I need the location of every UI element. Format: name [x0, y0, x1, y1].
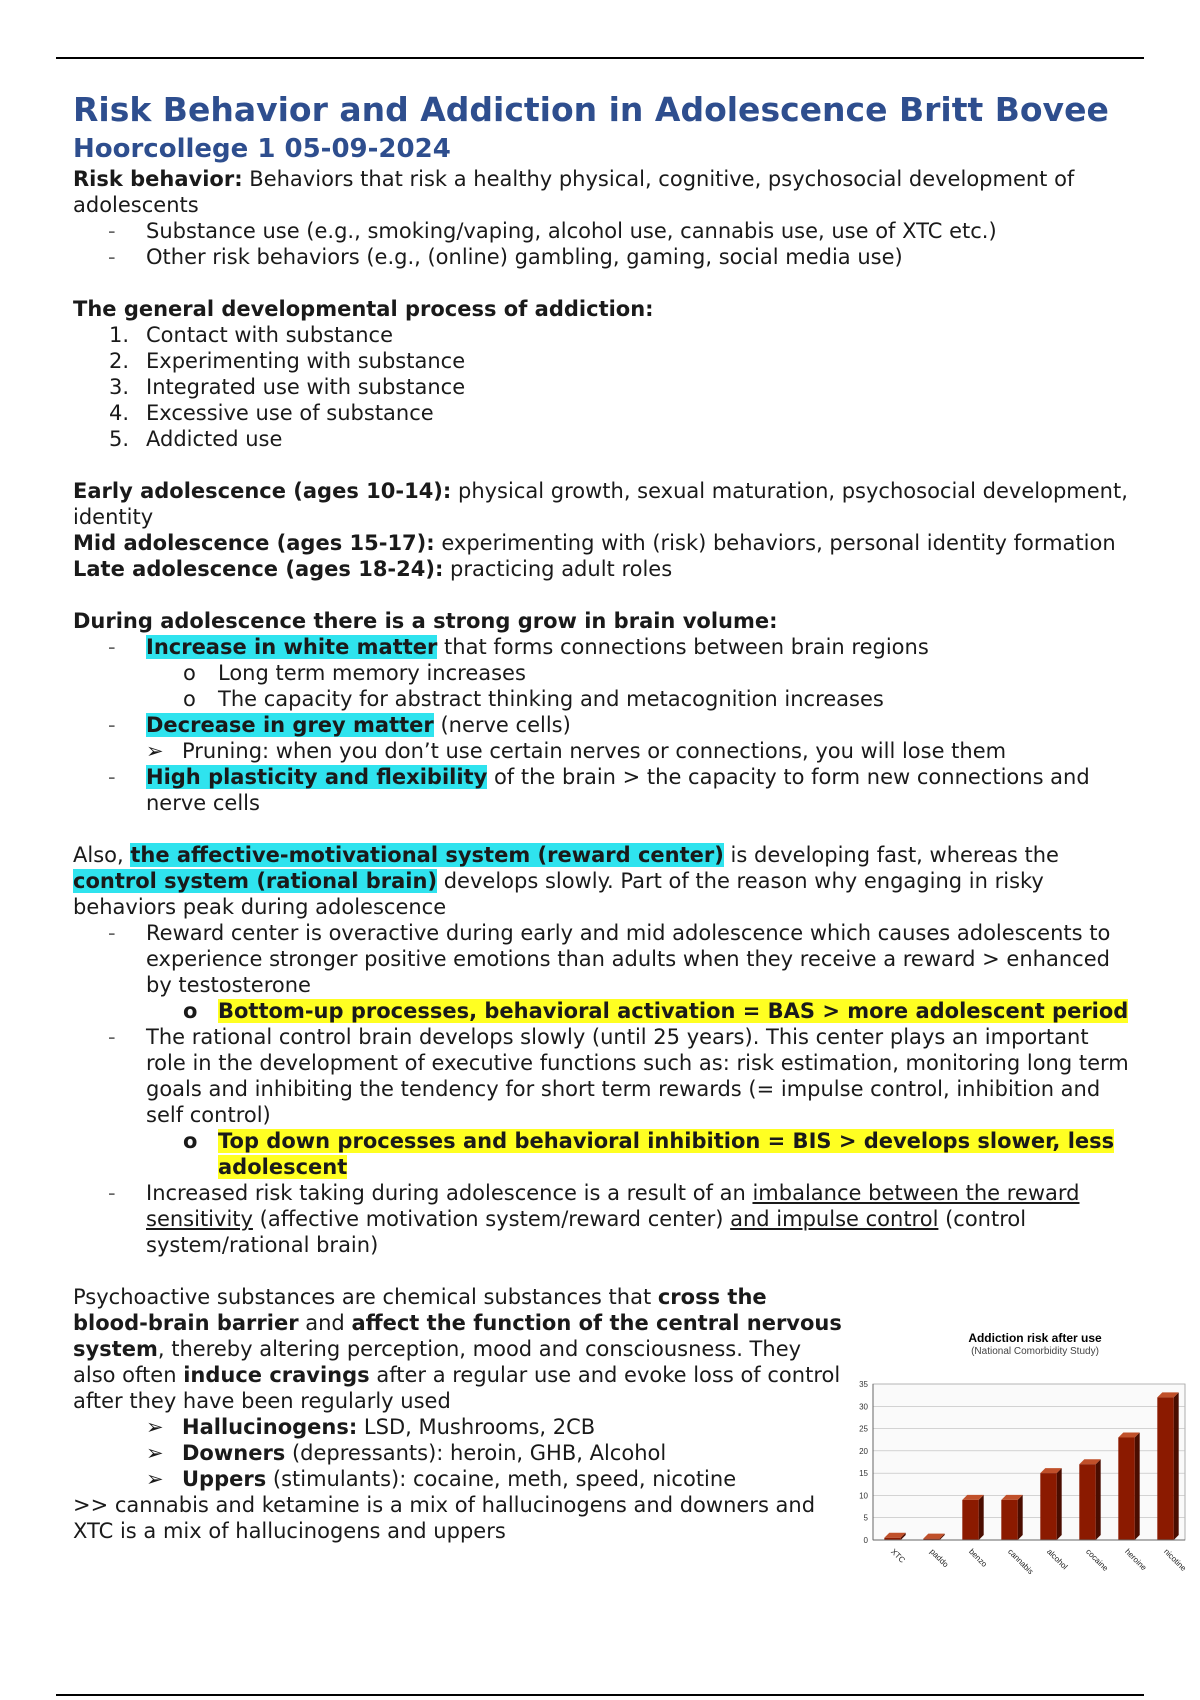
- chart-bar-side: [1018, 1495, 1023, 1540]
- list-item: - The rational control brain develops slowly (until 25 years). This center plays an important role in the development of executive functions such as: risk estimation, monitoring long term goals and inhibiting the tendency for short term rewards (= impulse control, inhibition and self control) o Top down processes and behavioral inhibition = BIS > develops slower, less adolescent: [73, 1024, 1133, 1180]
- list-item: - Increase in white matter that forms connections between brain regions o Long term memory increases o The capacity for abstract thinking and metacognition increases: [73, 634, 1133, 712]
- document-title: Risk Behavior and Addiction in Adolescence Britt Bovee: [73, 90, 1109, 129]
- chart-bar: [962, 1500, 978, 1540]
- chart-bar-side: [979, 1495, 984, 1540]
- mix-note: >> cannabis and ketamine is a mix of hallucinogens and downers and XTC is a mix of hallucinogens and uppers: [73, 1493, 816, 1543]
- list-item: ➢ Uppers (stimulants): cocaine, meth, speed, nicotine: [146, 1467, 737, 1491]
- process-heading: The general developmental process of addiction:: [73, 297, 654, 321]
- top-rule: [56, 57, 1144, 59]
- risk-list: [73, 218, 1133, 270]
- chart-title: Addiction risk after use: [968, 1331, 1102, 1345]
- list-item: ➢ Downers (depressants): heroin, GHB, Alcohol: [146, 1441, 667, 1465]
- addiction-risk-chart: [845, 1330, 1195, 1590]
- psychoactive-definition: Psychoactive substances are chemical substances that cross the blood-brain barrier and affect the function of the central nervous system, thereby altering perception, mood and consciousness. They also often induce cravings after a regular use and evoke loss of control after they have been regularly used: [73, 1285, 842, 1413]
- chart-bar-side: [1096, 1459, 1101, 1540]
- chart-bar: [1001, 1500, 1017, 1540]
- chart-y-tick-label: 25: [859, 1424, 868, 1434]
- chart-x-tick-label: nicotine: [1162, 1547, 1188, 1573]
- list-item: 1. Contact with substance: [109, 323, 394, 347]
- list-item: o Long term memory increases: [183, 661, 526, 685]
- chart-y-tick-label: 30: [859, 1402, 868, 1412]
- list-item: o The capacity for abstract thinking and metacognition increases: [183, 687, 884, 711]
- early-adolescence: Early adolescence (ages 10-14): physical growth, sexual maturation, psychosocial development, identity: [73, 479, 1128, 529]
- chart-bar: [1157, 1397, 1173, 1540]
- chart-bar: [1079, 1464, 1095, 1540]
- list-item: - Increased risk taking during adolescence is a result of an imbalance between the reward sensitivity (affective motivation system/reward center) and impulse control (control system/rational brain): [108, 1181, 1080, 1257]
- list-item: 2. Experimenting with substance: [109, 349, 466, 373]
- list-item: 5. Addicted use: [109, 427, 283, 451]
- chart-x-tick-label: cannabis: [1006, 1547, 1036, 1577]
- chart-x-tick-label: paddo: [928, 1547, 951, 1570]
- brain-list: [73, 634, 1133, 816]
- lecture-subtitle: Hoorcollege 1 05-09-2024: [73, 134, 451, 164]
- chart-svg: [845, 1330, 1195, 1590]
- document-body: [73, 88, 1133, 1544]
- list-item: - Reward center is overactive during early and mid adolescence which causes adolescents to experience stronger positive emotions than adults when they receive a reward > enhanced by testosterone o Bottom-up processes, behavioral activation = BAS > more adolescent period: [73, 920, 1133, 1024]
- mid-adolescence: Mid adolescence (ages 15-17): experimenting with (risk) behaviors, personal identity formation: [73, 531, 1116, 555]
- chart-y-tick-label: 10: [859, 1491, 868, 1501]
- list-item: - Substance use (e.g., smoking/vaping, alcohol use, cannabis use, use of XTC etc.): [108, 219, 997, 243]
- chart-bar-side: [1174, 1392, 1179, 1540]
- late-adolescence: Late adolescence (ages 18-24): practicing adult roles: [73, 557, 673, 581]
- chart-bar-side: [1057, 1468, 1062, 1540]
- chart-bar-side: [1135, 1432, 1140, 1540]
- chart-x-tick-label: benzo: [967, 1547, 989, 1569]
- list-item: o Top down processes and behavioral inhibition = BIS > develops slower, less adolescent: [183, 1129, 1115, 1179]
- list-item: 4. Excessive use of substance: [109, 401, 434, 425]
- chart-y-tick-label: 15: [859, 1469, 868, 1479]
- list-item: 3. Integrated use with substance: [109, 375, 466, 399]
- chart-x-tick-label: XTC: [889, 1547, 907, 1565]
- chart-y-tick-label: 0: [863, 1536, 868, 1545]
- list-item: ➢ Hallucinogens: LSD, Mushrooms, 2CB: [146, 1415, 596, 1439]
- systems-list: [73, 920, 1133, 1258]
- substance-types: [73, 1414, 843, 1492]
- process-steps: [73, 322, 1133, 452]
- bottom-rule: [56, 1694, 1144, 1696]
- chart-y-tick-label: 35: [859, 1380, 868, 1389]
- systems-paragraph: Also, the affective-motivational system (reward center) is developing fast, whereas the control system (rational brain) develops slowly. Part of the reason why engaging in risky behaviors peak during adolescence: [73, 843, 1059, 919]
- chart-x-tick-label: heroine: [1123, 1547, 1149, 1573]
- risk-definition: Risk behavior: Behaviors that risk a healthy physical, cognitive, psychosocial development of adolescents: [73, 167, 1075, 217]
- list-item: - High plasticity and flexibility of the brain > the capacity to form new connections and nerve cells: [108, 765, 1090, 815]
- list-item: - Other risk behaviors (e.g., (online) gambling, gaming, social media use): [108, 245, 903, 269]
- psychoactive-section: [73, 1284, 843, 1544]
- chart-x-tick-label: cocaine: [1084, 1547, 1110, 1573]
- chart-bar: [1040, 1473, 1056, 1540]
- list-item: - Decrease in grey matter (nerve cells) ➢ Pruning: when you don’t use certain nerves or connections, you will lose them: [73, 712, 1133, 764]
- chart-y-tick-label: 20: [859, 1446, 868, 1456]
- chart-x-tick-label: alcohol: [1045, 1547, 1070, 1572]
- brain-heading: During adolescence there is a strong grow in brain volume:: [73, 609, 778, 633]
- chart-bar: [1118, 1437, 1134, 1540]
- list-item: o Bottom-up processes, behavioral activation = BAS > more adolescent period: [183, 999, 1129, 1023]
- chart-subtitle: (National Comorbidity Study): [971, 1346, 1099, 1357]
- chart-y-tick-label: 5: [863, 1513, 868, 1523]
- list-item: ➢ Pruning: when you don’t use certain nerves or connections, you will lose them: [146, 739, 1007, 763]
